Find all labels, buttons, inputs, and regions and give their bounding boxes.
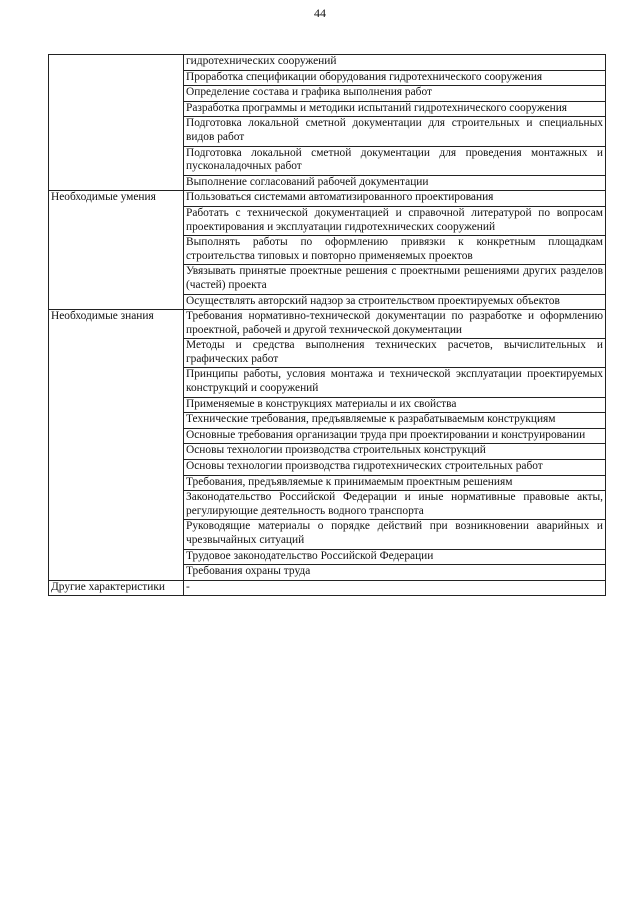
table-row <box>49 55 606 71</box>
row-label <box>49 55 184 191</box>
row-item: Основы технологии производства строительных конструкций <box>184 444 606 460</box>
row-item: Определение состава и графика выполнения работ <box>184 86 606 102</box>
row-item: Методы и средства выполнения технических расчетов, вычислительных и графических работ <box>184 339 606 368</box>
requirements-table <box>48 54 606 596</box>
row-item: Подготовка локальной сметной документации для строительных и специальных видов работ <box>184 117 606 146</box>
row-item: Выполнение согласований рабочей документации <box>184 175 606 191</box>
row-item: Разработка программы и методики испытаний гидротехнического сооружения <box>184 101 606 117</box>
row-item: Технические требования, предъявляемые к разрабатываемым конструкциям <box>184 413 606 429</box>
row-item: Подготовка локальной сметной документации для проведения монтажных и пусконаладочных работ <box>184 146 606 175</box>
row-item: Законодательство Российской Федерации и иные нормативные правовые акты, регулирующие деятельность водного транспорта <box>184 491 606 520</box>
row-label: Необходимые умения <box>49 191 184 310</box>
row-item: Принципы работы, условия монтажа и технической эксплуатации проектируемых конструкций и сооружений <box>184 368 606 397</box>
row-item: Осуществлять авторский надзор за строительством проектируемых объектов <box>184 294 606 310</box>
page-number: 44 <box>314 6 326 20</box>
row-item: Трудовое законодательство Российской Федерации <box>184 549 606 565</box>
row-item: Основы технологии производства гидротехнических строительных работ <box>184 460 606 476</box>
row-item: Увязывать принятые проектные решения с проектными решениями других разделов (частей) проекта <box>184 265 606 294</box>
row-item: Требования нормативно-технической документации по разработке и оформлению проектной, рабочей и другой технической документации <box>184 310 606 339</box>
row-item: - <box>184 580 606 596</box>
row-item: Выполнять работы по оформлению привязки к конкретным площадкам строительства типовых и повторно применяемых проектов <box>184 236 606 265</box>
row-item: Применяемые в конструкциях материалы и их свойства <box>184 397 606 413</box>
table-row <box>49 191 606 207</box>
row-label: Другие характеристики <box>49 580 184 596</box>
row-item: Требования охраны труда <box>184 565 606 581</box>
table-row <box>49 310 606 339</box>
row-item: Требования, предъявляемые к принимаемым проектным решениям <box>184 475 606 491</box>
requirements-table-body <box>49 55 606 596</box>
row-item: гидротехнических сооружений <box>184 55 606 71</box>
row-item: Руководящие материалы о порядке действий при возникновении аварийных и чрезвычайных ситуаций <box>184 520 606 549</box>
row-label: Необходимые знания <box>49 310 184 581</box>
row-item: Работать с технической документацией и справочной литературой по вопросам проектирования и эксплуатации гидротехнических сооружений <box>184 206 606 235</box>
table-row <box>49 580 606 596</box>
row-item: Пользоваться системами автоматизированного проектирования <box>184 191 606 207</box>
row-item: Проработка спецификации оборудования гидротехнического сооружения <box>184 70 606 86</box>
row-item: Основные требования организации труда при проектировании и конструировании <box>184 428 606 444</box>
